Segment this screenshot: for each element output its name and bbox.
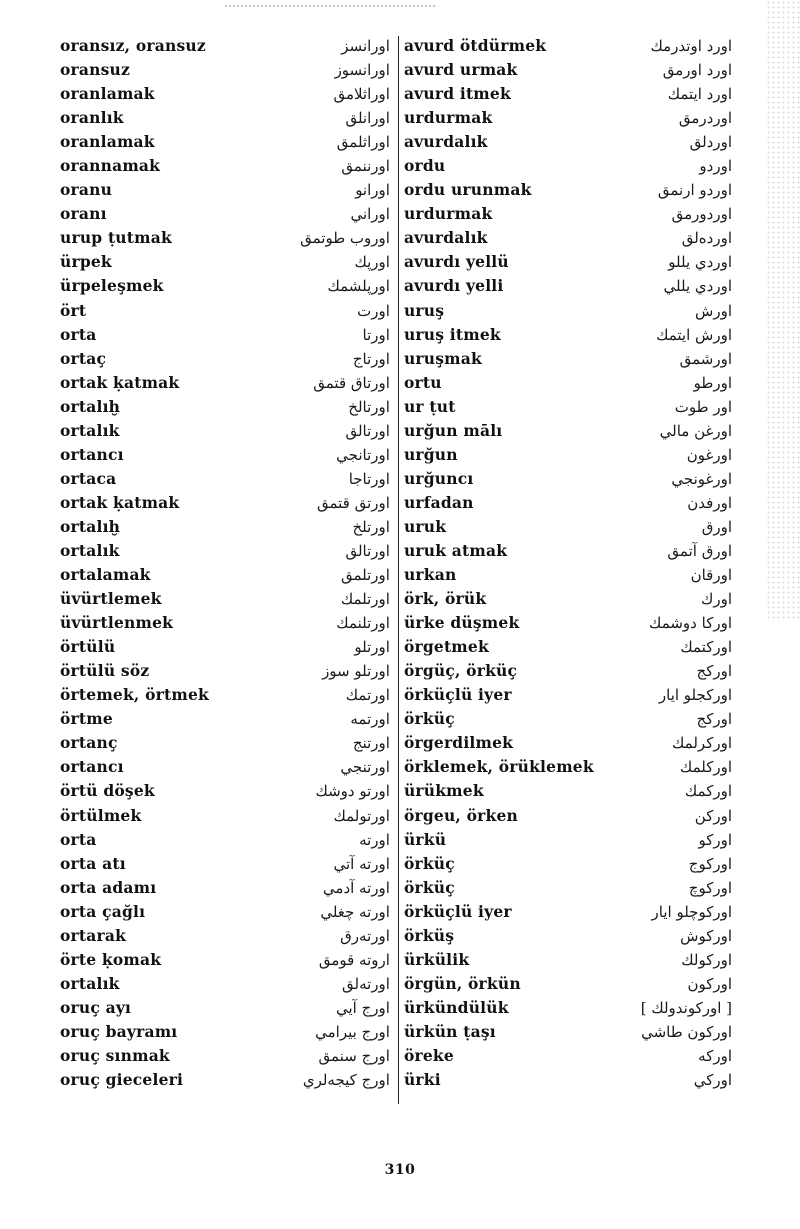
dictionary-entry <box>404 828 730 852</box>
right-column <box>396 34 730 1092</box>
entry-arabic: اورته آدمي <box>322 878 390 897</box>
entry-latin: ordu urunmak <box>403 180 532 200</box>
entry-latin: oranu <box>60 180 113 200</box>
entry-latin: örküç <box>403 709 455 729</box>
entry-latin: uruş itmek <box>403 324 501 344</box>
entry-arabic: اروته قومق <box>318 950 390 969</box>
entry-arabic: اوركوچلو ايار <box>651 902 732 921</box>
dictionary-entry <box>404 804 730 828</box>
scan-artifact <box>225 0 435 7</box>
dictionary-entry <box>60 1020 396 1044</box>
entry-arabic: اورغون <box>686 445 732 464</box>
entry-arabic: اوركه <box>698 1046 732 1065</box>
entry-arabic: اورتالق <box>345 541 390 560</box>
dictionary-entry <box>60 202 396 226</box>
dictionary-entry <box>404 443 730 467</box>
entry-latin: ürpeleşmek <box>60 276 164 296</box>
entry-arabic: اورانسز <box>341 37 390 55</box>
entry-arabic: اورطو <box>693 373 732 392</box>
entry-arabic: اوردي يللو <box>668 253 732 272</box>
entry-arabic: اورانو <box>355 181 390 200</box>
entry-latin: ürükmek <box>403 781 484 801</box>
entry-latin: örk, örük <box>403 589 487 609</box>
entry-latin: uruş <box>403 300 445 320</box>
entry-latin: ortak ḳatmak <box>60 492 180 512</box>
entry-arabic: اورقان <box>690 566 732 585</box>
entry-latin: avurd ötdürmek <box>403 36 547 55</box>
entry-arabic: اورتلمك <box>340 590 390 609</box>
entry-latin: örtülmek <box>60 805 142 825</box>
entry-latin: ört <box>60 300 87 320</box>
dictionary-entry <box>404 226 730 250</box>
entry-arabic: اورننمق <box>341 157 390 176</box>
entry-arabic: اوراني <box>350 205 390 224</box>
dictionary-entry <box>60 419 396 443</box>
dictionary-entry <box>404 467 730 491</box>
entry-arabic: اورش ايتمك <box>656 325 732 344</box>
left-column <box>60 34 396 1092</box>
entry-latin: örte ḳomak <box>60 949 162 969</box>
dictionary-entry <box>60 755 396 779</box>
entry-arabic: اورتالق <box>345 421 390 440</box>
entry-arabic: اور طوت <box>674 397 732 416</box>
dictionary-entry <box>404 924 730 948</box>
entry-arabic: اورج آيي <box>335 998 390 1017</box>
entry-arabic: اوردي يللي <box>663 277 732 296</box>
entry-arabic: اورج بيرامي <box>315 1022 390 1041</box>
dictionary-entry <box>60 34 396 58</box>
entry-arabic: اوركج <box>696 662 732 681</box>
entry-latin: örküç <box>403 853 455 873</box>
entry-arabic: اورپلشمك <box>327 277 390 296</box>
entry-latin: orta atı <box>60 853 126 873</box>
entry-arabic: اوركرلمك <box>672 734 732 753</box>
page-edge-shadow <box>766 0 800 620</box>
dictionary-entry <box>60 250 396 274</box>
entry-latin: orannamak <box>60 156 161 176</box>
entry-arabic: اوردو ارنمق <box>657 181 732 200</box>
dictionary-entry <box>404 755 730 779</box>
entry-latin: oruç gieceleri <box>60 1070 184 1090</box>
entry-latin: örküç <box>403 877 455 897</box>
dictionary-entry <box>404 707 730 731</box>
dictionary-entry <box>404 1044 730 1068</box>
entry-latin: avurdalık <box>403 132 488 152</box>
entry-latin: ürkü <box>403 829 447 849</box>
entry-latin: örtülü söz <box>60 661 150 681</box>
entry-latin: ortalık <box>60 420 120 440</box>
entry-arabic: اورتا <box>362 325 390 344</box>
entry-arabic: اورانلق <box>345 109 390 128</box>
entry-latin: örgeu, örken <box>403 805 518 825</box>
dictionary-entry <box>60 130 396 154</box>
dictionary-entry <box>60 347 396 371</box>
entry-latin: oransız, oransuz <box>60 36 206 55</box>
dictionary-entry <box>60 226 396 250</box>
entry-arabic: اورتالخ <box>348 397 390 416</box>
column-divider <box>398 36 399 1104</box>
entry-latin: örküçlü iyer <box>403 901 512 921</box>
dictionary-entry <box>60 900 396 924</box>
entry-arabic: اوركوچ <box>688 878 732 897</box>
entry-latin: örgün, örkün <box>403 973 521 993</box>
dictionary-entry <box>60 178 396 202</box>
dictionary-entry <box>404 299 730 323</box>
entry-latin: ürke düşmek <box>403 613 520 633</box>
entry-arabic: اورتاجا <box>348 469 390 488</box>
dictionary-entry <box>404 900 730 924</box>
entry-latin: urfadan <box>403 492 474 512</box>
entry-latin: örgetmek <box>403 637 489 657</box>
dictionary-entry <box>60 563 396 587</box>
dictionary-entry <box>60 828 396 852</box>
entry-arabic: اوردو <box>699 157 732 176</box>
dictionary-entry <box>60 58 396 82</box>
dictionary-entry <box>60 467 396 491</box>
entry-latin: ortalıḫ <box>60 516 121 536</box>
dictionary-entry <box>404 491 730 515</box>
dictionary-entry <box>60 804 396 828</box>
entry-latin: ortancı <box>60 444 124 464</box>
dictionary-entry <box>60 106 396 130</box>
dictionary-entry <box>60 683 396 707</box>
entry-arabic: اوركتمك <box>680 638 732 657</box>
dictionary-entry <box>60 539 396 563</box>
page-number: 310 <box>384 1162 416 1178</box>
entry-arabic: اورج كيجه‌لري <box>302 1071 390 1090</box>
entry-latin: uruk <box>403 516 447 536</box>
entry-arabic: اوركولك <box>681 950 732 969</box>
dictionary-entry <box>404 563 730 587</box>
dictionary-entry <box>404 779 730 803</box>
dictionary-entry <box>404 996 730 1020</box>
entry-arabic: اوركج <box>696 710 732 729</box>
entry-arabic: اوركون <box>687 974 732 993</box>
entry-latin: avurd itmek <box>403 84 511 104</box>
entry-latin: avurdalık <box>403 228 488 248</box>
entry-latin: oransuz <box>60 60 131 80</box>
entry-latin: urğuncı <box>403 468 474 488</box>
entry-arabic: اورته‌رق <box>340 926 390 945</box>
entry-arabic: اوردورمق <box>671 205 732 224</box>
entry-arabic: اورغن مالي <box>659 421 732 440</box>
dictionary-entry <box>404 250 730 274</box>
entry-latin: oranlamak <box>60 132 155 152</box>
entry-arabic: اورتق قتمق <box>316 493 390 512</box>
entry-arabic: اوردرمق <box>678 109 732 128</box>
entry-latin: urğun mālı <box>403 420 503 440</box>
entry-latin: ürkülik <box>403 949 470 969</box>
dictionary-entry <box>60 1068 396 1092</box>
dictionary-entry <box>60 299 396 323</box>
entry-arabic: اورق <box>701 517 732 536</box>
entry-arabic: اورد اورمق <box>662 61 732 80</box>
entry-arabic: اوركو <box>698 830 732 849</box>
entry-arabic: اوركون طاشي <box>641 1022 732 1041</box>
entry-arabic: اورتمه <box>350 710 390 729</box>
dictionary-entry <box>60 587 396 611</box>
entry-arabic: اورتلخ <box>352 517 390 536</box>
entry-arabic: اوركلمك <box>679 758 732 777</box>
dictionary-entry <box>60 371 396 395</box>
entry-arabic: اورق آتمق <box>667 541 732 560</box>
entry-arabic: اورتلنمك <box>336 614 390 633</box>
entry-arabic: اورده‌لق <box>681 229 732 248</box>
entry-latin: ürkün ṭaşı <box>403 1021 496 1041</box>
entry-latin: örtülü <box>60 637 116 657</box>
entry-latin: uruşmak <box>403 348 482 368</box>
entry-latin: ortak ḳatmak <box>60 372 180 392</box>
entry-latin: urğun <box>403 444 458 464</box>
entry-latin: ortalıḫ <box>60 396 121 416</box>
entry-latin: avurd urmak <box>403 60 518 80</box>
entry-arabic: اورتلو <box>354 638 390 657</box>
entry-arabic: اوراثلامق <box>333 85 390 104</box>
dictionary-entry <box>60 779 396 803</box>
dictionary-entry <box>404 539 730 563</box>
dictionary-entry <box>404 587 730 611</box>
entry-arabic: اورتاج <box>352 349 390 368</box>
entry-latin: öreke <box>403 1045 454 1065</box>
entry-arabic: اورد اوتدرمك <box>650 37 732 55</box>
entry-latin: oranlamak <box>60 84 155 104</box>
entry-arabic: اوراثلمق <box>336 133 390 152</box>
dictionary-entry <box>60 82 396 106</box>
dictionary-entry <box>60 443 396 467</box>
dictionary-entry <box>60 659 396 683</box>
entry-arabic: اورتلو سوز <box>322 662 390 681</box>
entry-arabic: اورته‌لق <box>341 974 390 993</box>
dictionary-entry <box>404 419 730 443</box>
dictionary-entry <box>60 996 396 1020</box>
dictionary-entry <box>404 178 730 202</box>
entry-arabic: اورتو دوشك <box>315 782 390 801</box>
entry-latin: ortanç <box>60 733 118 753</box>
dictionary-columns <box>60 34 730 1092</box>
entry-latin: ortalık <box>60 973 120 993</box>
entry-arabic: اوركجلو ايار <box>658 686 732 705</box>
dictionary-entry <box>404 274 730 298</box>
entry-latin: oruç ayı <box>60 997 132 1017</box>
entry-latin: ortarak <box>60 925 127 945</box>
dictionary-entry <box>404 371 730 395</box>
entry-arabic: اوروب طوتمق <box>300 229 390 248</box>
dictionary-entry <box>60 491 396 515</box>
entry-latin: ordu <box>403 156 446 176</box>
dictionary-entry <box>60 515 396 539</box>
entry-arabic: اوركي <box>693 1071 732 1090</box>
entry-latin: ortaç <box>60 348 107 368</box>
entry-latin: ürkündülük <box>403 997 509 1017</box>
entry-latin: oranı <box>60 204 107 224</box>
entry-arabic: اورتمك <box>345 686 390 705</box>
dictionary-entry <box>60 1044 396 1068</box>
dictionary-entry <box>404 876 730 900</box>
entry-arabic: اورتولمك <box>333 806 390 825</box>
entry-arabic: اورفدن <box>687 493 732 512</box>
entry-latin: üvürtlemek <box>60 589 162 609</box>
dictionary-entry <box>404 130 730 154</box>
entry-arabic: اورپك <box>354 253 390 272</box>
entry-arabic: اوركن <box>694 806 732 825</box>
entry-arabic: اورتانجي <box>336 445 390 464</box>
entry-arabic: اورد ايتمك <box>667 85 732 104</box>
dictionary-entry <box>60 924 396 948</box>
dictionary-entry <box>404 659 730 683</box>
dictionary-entry <box>404 154 730 178</box>
entry-arabic: اوركمك <box>684 782 732 801</box>
entry-latin: ur ṭut <box>403 396 456 416</box>
dictionary-entry <box>404 202 730 226</box>
entry-latin: örgüç, örküç <box>403 661 518 681</box>
dictionary-entry <box>60 274 396 298</box>
dictionary-entry <box>404 395 730 419</box>
dictionary-entry <box>404 58 730 82</box>
entry-arabic: اوركوج <box>688 854 732 873</box>
dictionary-entry <box>404 347 730 371</box>
entry-latin: urkan <box>403 565 457 585</box>
dictionary-entry <box>60 948 396 972</box>
entry-arabic: اورتنج <box>352 734 390 753</box>
dictionary-entry <box>60 852 396 876</box>
entry-latin: orta adamı <box>60 877 157 897</box>
dictionary-entry <box>404 323 730 347</box>
dictionary-entry <box>404 852 730 876</box>
entry-latin: ortalık <box>60 540 120 560</box>
entry-arabic: اوركا دوشمك <box>649 614 732 633</box>
entry-latin: avurdı yelli <box>403 276 504 296</box>
entry-arabic: اورك <box>700 590 732 609</box>
entry-latin: örtü döşek <box>60 781 155 801</box>
entry-arabic: اورغونجي <box>671 469 732 488</box>
dictionary-entry <box>404 611 730 635</box>
dictionary-entry <box>404 635 730 659</box>
dictionary-entry <box>60 972 396 996</box>
entry-latin: ortaca <box>60 468 117 488</box>
entry-latin: oranlık <box>60 108 124 128</box>
dictionary-entry <box>404 106 730 130</box>
entry-arabic: اورتنجي <box>340 758 390 777</box>
dictionary-entry <box>60 731 396 755</box>
entry-latin: örklemek, örüklemek <box>403 757 594 777</box>
dictionary-entry <box>404 972 730 996</box>
dictionary-entry <box>60 635 396 659</box>
entry-arabic: اورتلمق <box>340 566 390 585</box>
entry-arabic: اورته چغلي <box>320 902 390 921</box>
entry-latin: ortalamak <box>60 565 151 585</box>
dictionary-entry <box>404 34 730 58</box>
dictionary-entry <box>404 948 730 972</box>
entry-latin: örküçlü iyer <box>403 685 512 705</box>
entry-arabic: اورش <box>695 301 732 320</box>
dictionary-entry <box>60 395 396 419</box>
dictionary-entry <box>60 154 396 178</box>
entry-arabic: اورشمق <box>679 349 732 368</box>
entry-arabic: اورت <box>357 301 390 320</box>
entry-latin: urdurmak <box>403 204 493 224</box>
entry-latin: örgerdilmek <box>403 733 514 753</box>
dictionary-entry <box>404 683 730 707</box>
entry-latin: örtemek, örtmek <box>60 685 209 705</box>
entry-latin: urdurmak <box>403 108 493 128</box>
entry-latin: ürpek <box>60 252 112 272</box>
entry-latin: avurdı yellü <box>403 252 509 272</box>
dictionary-entry <box>404 1020 730 1044</box>
entry-latin: üvürtlenmek <box>60 613 174 633</box>
entry-arabic: اورته آتي <box>333 854 390 873</box>
dictionary-entry <box>404 82 730 106</box>
dictionary-entry <box>404 1068 730 1092</box>
entry-latin: oruç bayramı <box>60 1021 178 1041</box>
entry-arabic: [ اوركوندولك ] <box>640 998 732 1017</box>
entry-arabic: اوركوش <box>680 926 732 945</box>
entry-arabic: اوردلق <box>689 133 732 152</box>
entry-latin: ortancı <box>60 757 124 777</box>
entry-arabic: اورانسوز <box>334 61 390 80</box>
dictionary-entry <box>60 323 396 347</box>
dictionary-entry <box>60 876 396 900</box>
entry-latin: urup ṭutmak <box>60 228 172 248</box>
entry-latin: ürki <box>403 1070 441 1090</box>
entry-latin: uruk atmak <box>403 540 508 560</box>
entry-arabic: اورته <box>359 830 390 849</box>
entry-latin: ortu <box>403 372 442 392</box>
dictionary-entry <box>60 707 396 731</box>
entry-latin: örküş <box>403 925 455 945</box>
dictionary-entry <box>60 611 396 635</box>
entry-latin: orta <box>60 324 97 344</box>
entry-latin: orta çağlı <box>60 901 146 921</box>
entry-arabic: اورج سنمق <box>318 1046 390 1065</box>
entry-arabic: اورتاق قتمق <box>313 373 390 392</box>
dictionary-entry <box>404 515 730 539</box>
entry-latin: oruç sınmak <box>60 1045 170 1065</box>
entry-latin: orta <box>60 829 97 849</box>
entry-latin: örtme <box>60 709 113 729</box>
dictionary-entry <box>404 731 730 755</box>
